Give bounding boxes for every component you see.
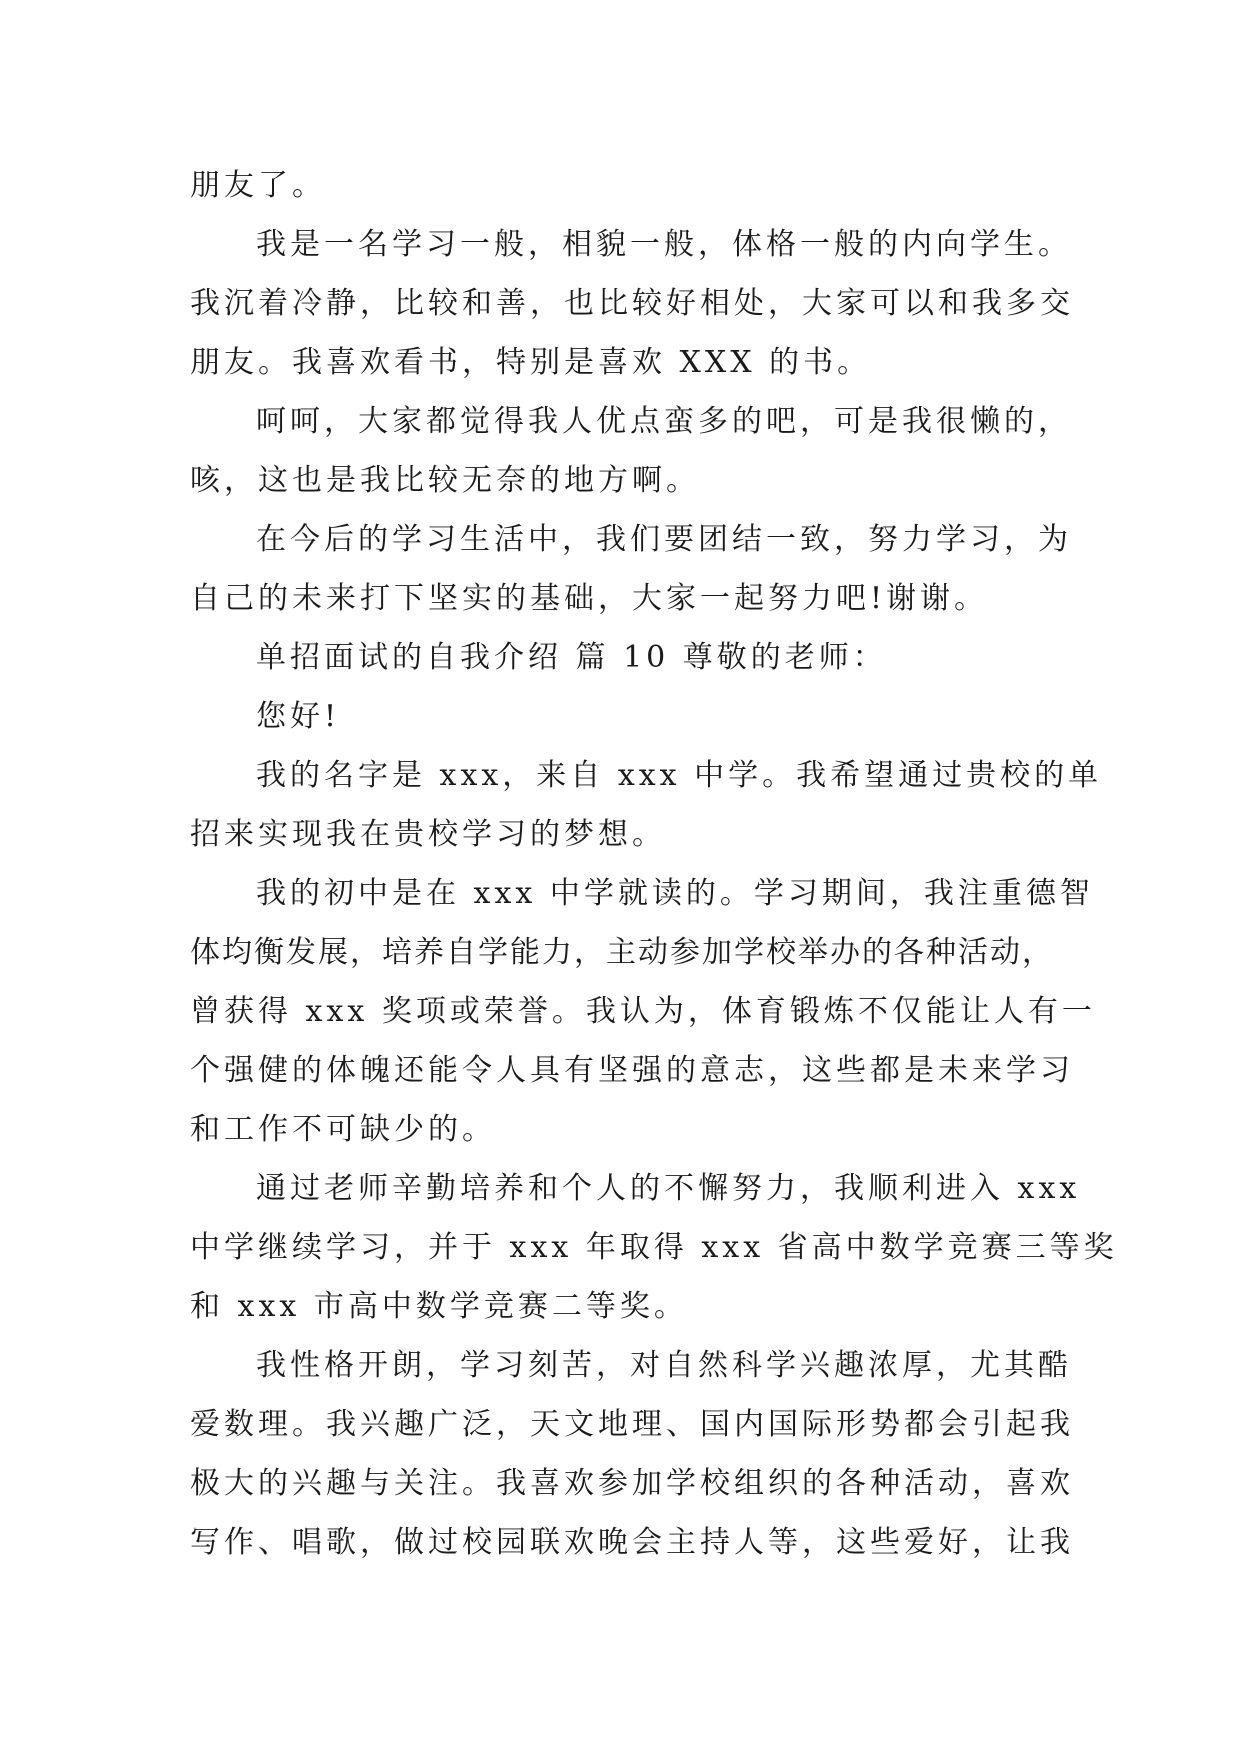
text-line: 曾获得 xxx 奖项或荣誉。我认为，体育锻炼不仅能让人有一 [190,994,1096,1029]
text-line: 体均衡发展，培养自学能力，主动参加学校举办的各种活动， [190,935,1054,970]
text-line: 我的名字是 xxx，来自 xxx 中学。我希望通过贵校的单 [256,758,1103,793]
text-line: 中学继续学习，并于 xxx 年取得 xxx 省高中数学竞赛三等奖 [190,1230,1118,1265]
text-line: 我沉着冷静，比较和善，也比较好相处，大家可以和我多交 [190,286,1074,321]
document-body [190,156,1118,1572]
text-line: 个强健的体魄还能令人具有坚强的意志，这些都是未来学习 [190,1053,1074,1088]
text-line: 我性格开朗，学习刻苦，对自然科学兴趣浓厚，尤其酷 [256,1348,1072,1383]
text-line: 在今后的学习生活中，我们要团结一致，努力学习，为 [256,522,1072,557]
text-line: 我的初中是在 xxx 中学就读的。学习期间，我注重德智 [256,876,1094,911]
text-line: 您好! [256,699,341,734]
text-line: 咳，这也是我比较无奈的地方啊。 [190,463,700,498]
text-line: 单招面试的自我介绍 篇 10 尊敬的老师： [256,640,887,675]
text-line: 朋友。我喜欢看书，特别是喜欢 XXX 的书。 [190,345,872,380]
text-line: 写作、唱歌，做过校园联欢晚会主持人等，这些爱好，让我 [190,1525,1074,1560]
text-line: 招来实现我在贵校学习的梦想。 [190,817,666,852]
text-line: 和 xxx 市高中数学竞赛二等奖。 [190,1289,688,1324]
text-line: 朋友了。 [190,168,326,203]
text-line: 极大的兴趣与关注。我喜欢参加学校组织的各种活动，喜欢 [190,1466,1074,1501]
text-line: 我是一名学习一般，相貌一般，体格一般的内向学生。 [256,227,1072,262]
text-line: 通过老师辛勤培养和个人的不懈努力，我顺利进入 xxx [256,1171,1081,1206]
text-line: 呵呵，大家都觉得我人优点蛮多的吧，可是我很懒的， [256,404,1072,439]
text-line: 和工作不可缺少的。 [190,1112,496,1147]
text-line: 爱数理。我兴趣广泛，天文地理、国内国际形势都会引起我 [190,1407,1074,1442]
text-line: 自己的未来打下坚实的基础，大家一起努力吧!谢谢。 [190,581,989,616]
